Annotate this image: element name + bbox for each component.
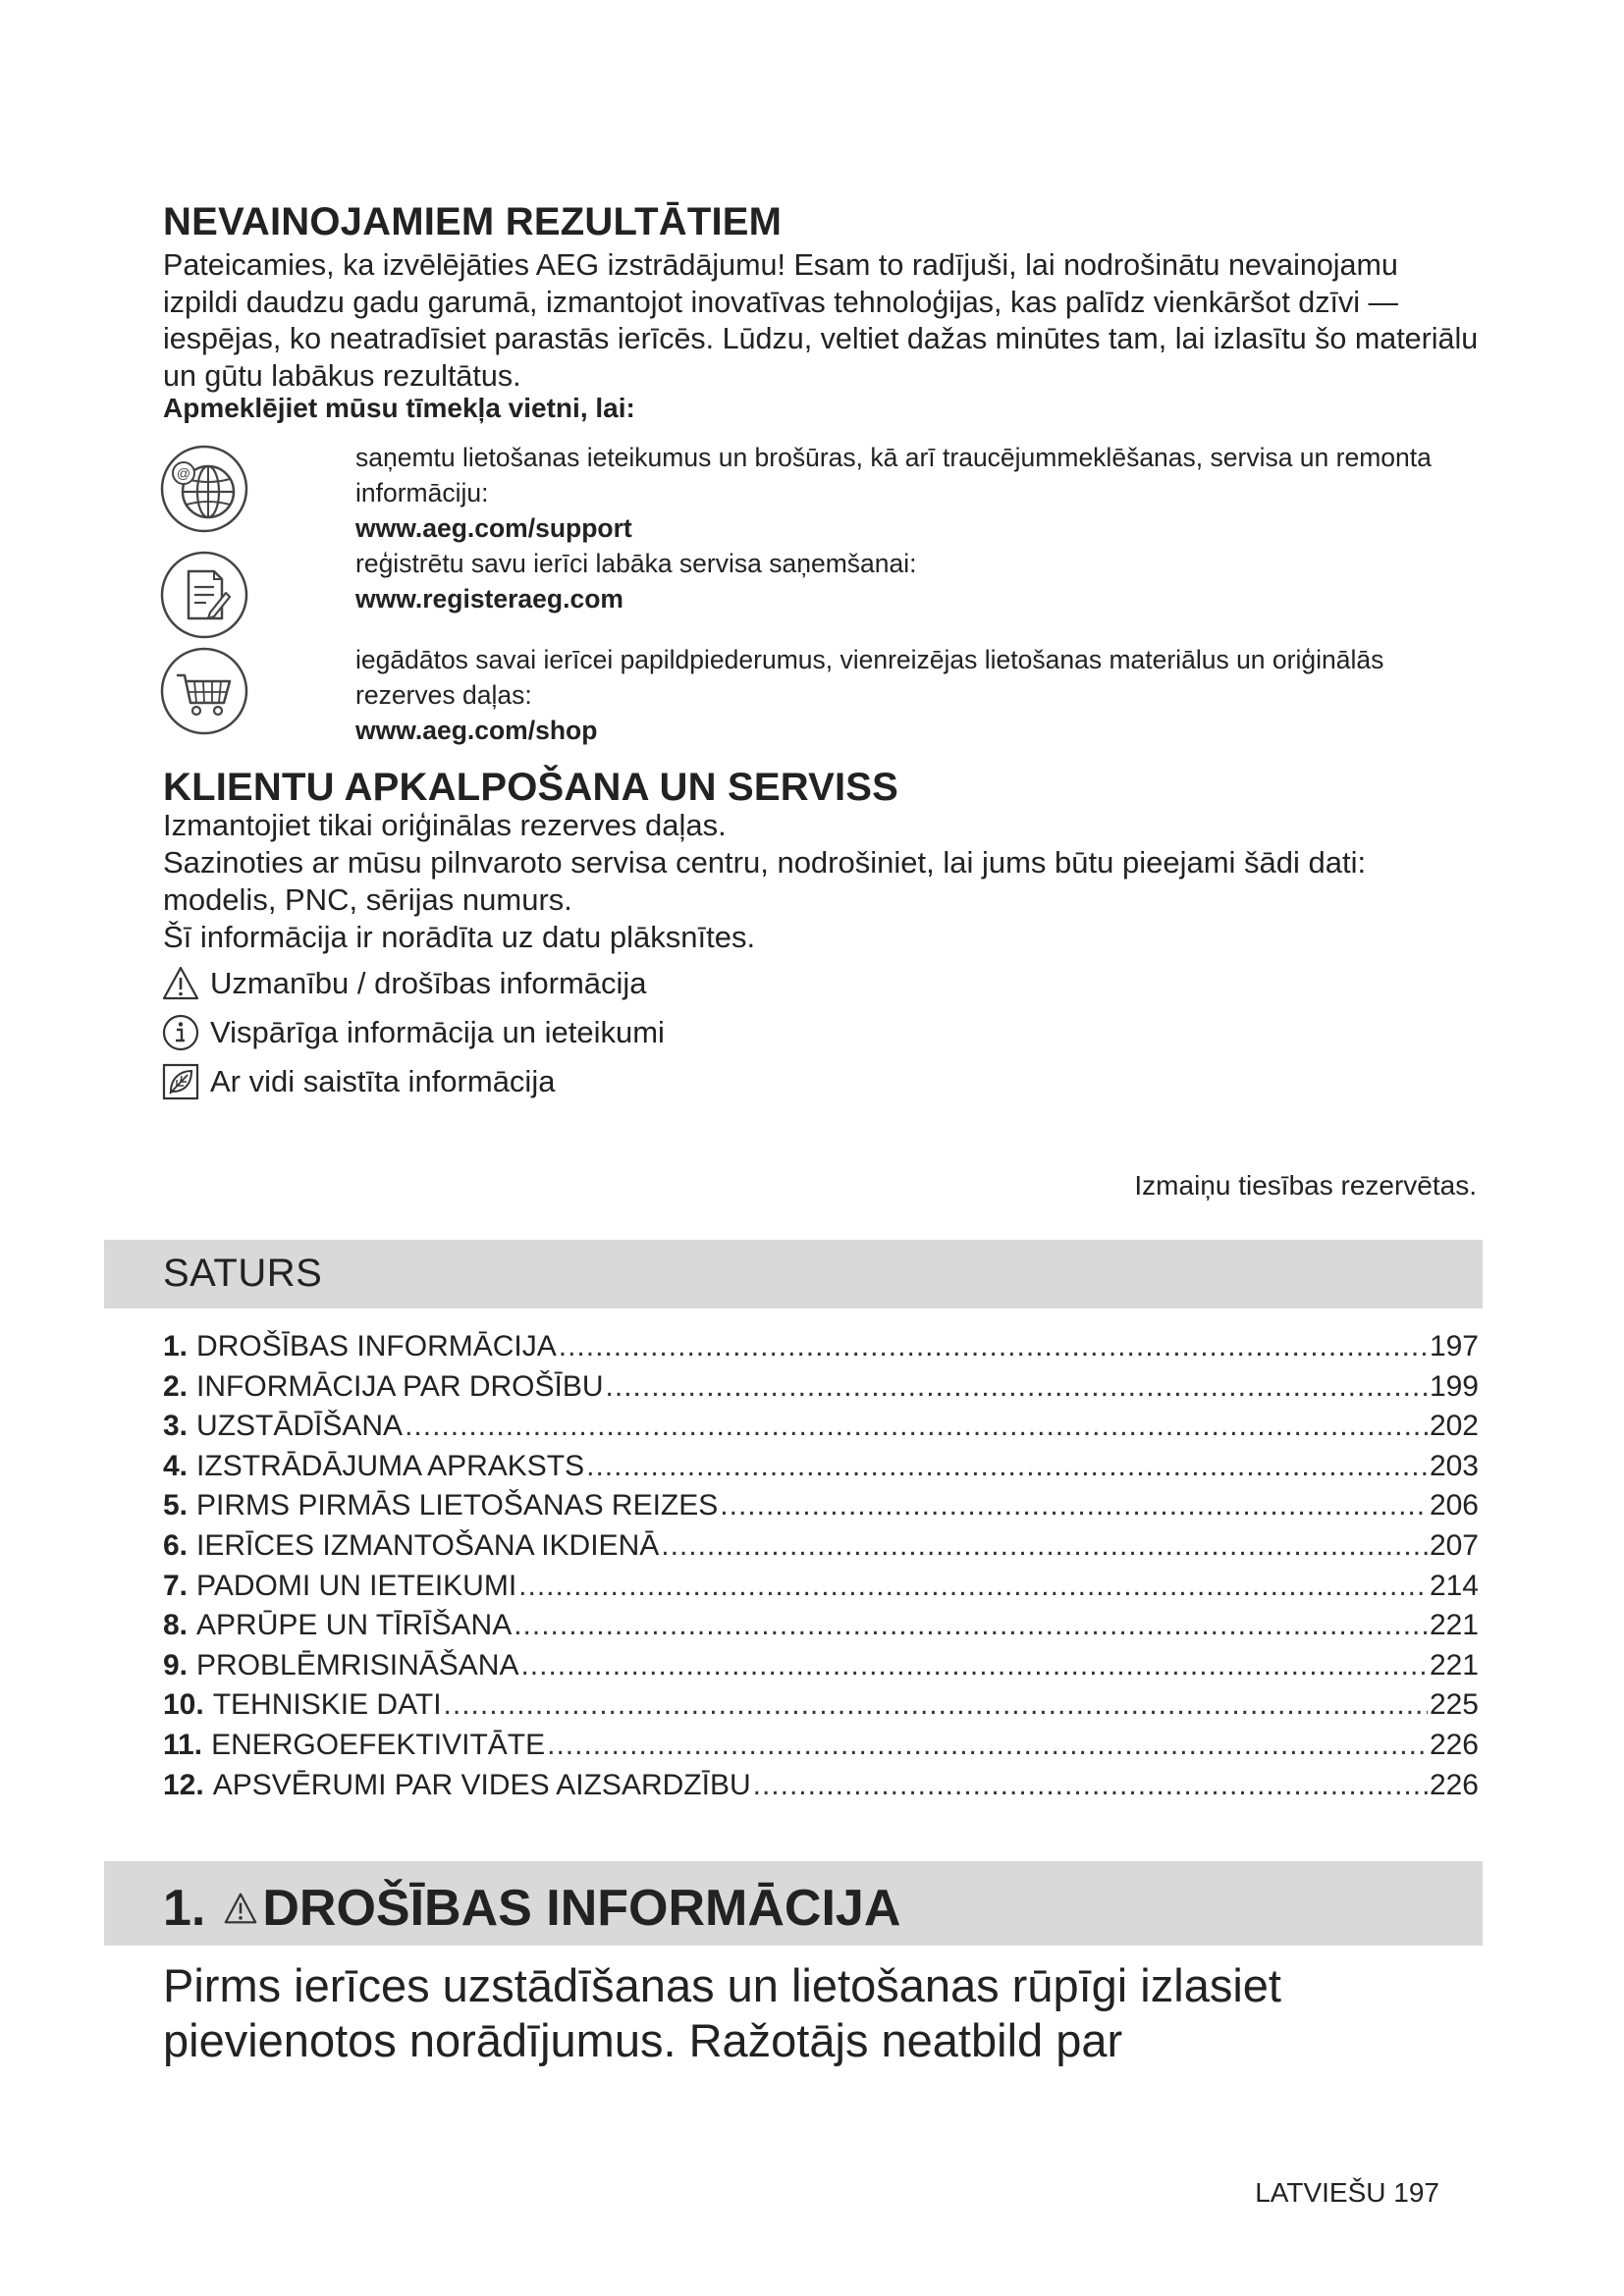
toc-item[interactable] [163,1370,1479,1411]
toc-number: 6. [163,1528,189,1562]
toc-page: 207 [1429,1528,1479,1562]
toc-page: 206 [1429,1489,1479,1522]
toc-page: 197 [1429,1330,1479,1362]
section1-heading-text: DROŠĪBAS INFORMĀCIJA [262,1880,901,1937]
toc-number: 10. [163,1688,204,1722]
contents-title: SATURS [163,1252,323,1295]
legend-environment [161,1062,555,1101]
cs-line-3: Šī informācija ir norādīta uz datu plāksnītes. [163,920,756,954]
svg-text:@: @ [176,465,191,481]
toc-page: 221 [1429,1609,1479,1642]
toc-leader [520,1649,1427,1682]
toc-title: IERĪCES IZMANTOŠANA IKDIENĀ [196,1528,660,1562]
legend-warning [161,964,647,1003]
toc-title: PADOMI UN IETEIKUMI [196,1569,517,1602]
toc-title: INFORMĀCIJA PAR DROŠĪBU [196,1369,604,1403]
toc-leader [444,1688,1428,1722]
toc-item[interactable] [163,1450,1479,1490]
toc-page: 221 [1429,1648,1479,1682]
cs-line-2: Sazinoties ar mūsu pilnvaroto servisa centru, nodrošiniet, lai jums būtu pieejami šādi dati: modelis, PNC, sērijas numurs. [163,845,1367,917]
visit-heading: Apmeklējiet mūsu tīmekļa vietni, lai: [163,393,635,423]
toc-number: 4. [163,1449,189,1482]
toc-title: PIRMS PIRMĀS LIETOŠANAS REIZES [196,1489,719,1522]
toc-number: 8. [163,1609,189,1642]
toc-page: 226 [1429,1768,1479,1801]
website-item-text: saņemtu lietošanas ieteikumus un brošūras, kā arī traucējummeklēšanas, servisa un remonta informāciju: [355,443,1432,507]
shop-link[interactable]: www.aeg.com/shop [355,716,598,745]
toc-item[interactable] [163,1529,1479,1570]
toc-page: 214 [1429,1569,1479,1602]
toc-item[interactable] [163,1729,1479,1769]
website-item-text: reģistrētu savu ierīci labāka servisa saņemšanai: [355,549,917,578]
cart-icon [159,646,249,736]
toc-number: 5. [163,1489,189,1522]
toc-title: PROBLĒMRISINĀŠANA [196,1648,519,1682]
toc-title: UZSTĀDĪŠANA [196,1410,404,1443]
page-footer: LATVIEŠU 197 [1255,2177,1439,2208]
contents-header [104,1240,1483,1308]
cs-line-1: Izmantojiet tikai oriģinālas rezerves daļas. [163,808,727,842]
section1-body: Pirms ierīces uzstādīšanas un lietošanas rūpīgi izlasiet pievienotos norādījumus. Ražotājs neatbild par [163,1959,1281,2066]
toc-leader [559,1330,1428,1363]
toc-number: 3. [163,1410,189,1443]
toc-leader [586,1450,1428,1483]
legend-label: Uzmanību / drošības informācija [210,966,647,1000]
intro-paragraph: Pateicamies, ka izvēlējāties AEG izstrādājumu! Esam to radījuši, lai nodrošinātu nevainojamu izpildi daudzu gadu garumā, izmantojot inovatīvas tehnoloģijas, kas palīdz vienkāršot dzīvi — iespējas, ko neatradīsiet parastās ierīcēs. Lūdzu, veltiet dažas minūtes tam, lai izlasītu šo materiālu un gūtu labākus rezultātus. [163,248,1479,393]
toc-number: 2. [163,1369,189,1403]
toc-title: APRŪPE UN TĪRĪŠANA [196,1609,513,1642]
toc-leader [720,1489,1428,1522]
customer-service-body [163,807,1479,956]
customer-service-title: KLIENTU APKALPOŠANA UN SERVISS [163,766,899,809]
toc-page: 226 [1429,1728,1479,1761]
toc-leader [518,1570,1428,1603]
toc-leader [606,1370,1428,1404]
toc-number: 12. [163,1768,204,1801]
table-of-contents [163,1330,1479,1808]
toc-title: IZSTRĀDĀJUMA APRAKSTS [196,1449,585,1482]
warning-icon [161,964,200,1003]
toc-item[interactable] [163,1688,1479,1729]
toc-page: 202 [1429,1410,1479,1443]
toc-number: 7. [163,1569,189,1602]
toc-leader [753,1769,1428,1802]
register-icon [159,550,249,640]
toc-leader [547,1729,1428,1762]
website-item-text: iegādātos savai ierīcei papildpiederumus, vienreizējas lietošanas materiālus un oriģinālās rezerves daļas: [355,645,1384,710]
toc-item[interactable] [163,1769,1479,1809]
rights-reserved: Izmaiņu tiesības rezervētas. [1134,1170,1477,1201]
toc-leader [661,1529,1428,1563]
info-icon [161,1013,200,1052]
toc-title: ENERGOEFEKTIVITĀTE [211,1728,546,1761]
legend-label: Vispārīga informācija un ieteikumi [210,1015,665,1049]
toc-item[interactable] [163,1330,1479,1370]
toc-number: 11. [163,1728,203,1761]
intro-title: NEVAINOJAMIEM REZULTĀTIEM [163,200,783,243]
toc-title: APSVĒRUMI PAR VIDES AIZSARDZĪBU [212,1768,751,1801]
toc-item[interactable] [163,1649,1479,1689]
toc-title: TEHNISKIE DATI [212,1688,442,1722]
legend-info [161,1013,665,1052]
section1-number: 1. [163,1880,206,1937]
toc-item[interactable] [163,1570,1479,1610]
legend-label: Ar vidi saistīta informācija [210,1064,556,1098]
toc-number: 1. [163,1330,189,1362]
toc-page: 225 [1429,1688,1479,1722]
toc-item[interactable] [163,1609,1479,1649]
toc-number: 9. [163,1648,189,1682]
toc-leader [405,1410,1428,1443]
globe-icon [159,444,249,534]
toc-page: 203 [1429,1449,1479,1482]
toc-leader [514,1609,1428,1642]
toc-page: 199 [1429,1369,1479,1403]
register-link[interactable]: www.registeraeg.com [355,584,623,614]
toc-item[interactable] [163,1410,1479,1450]
support-link[interactable]: www.aeg.com/support [355,513,632,543]
toc-item[interactable] [163,1489,1479,1529]
section1-title [163,1879,900,1938]
warning-icon [223,1892,258,1925]
toc-title: DROŠĪBAS INFORMĀCIJA [196,1330,557,1362]
section1-header [104,1861,1483,1946]
leaf-icon [161,1062,200,1101]
